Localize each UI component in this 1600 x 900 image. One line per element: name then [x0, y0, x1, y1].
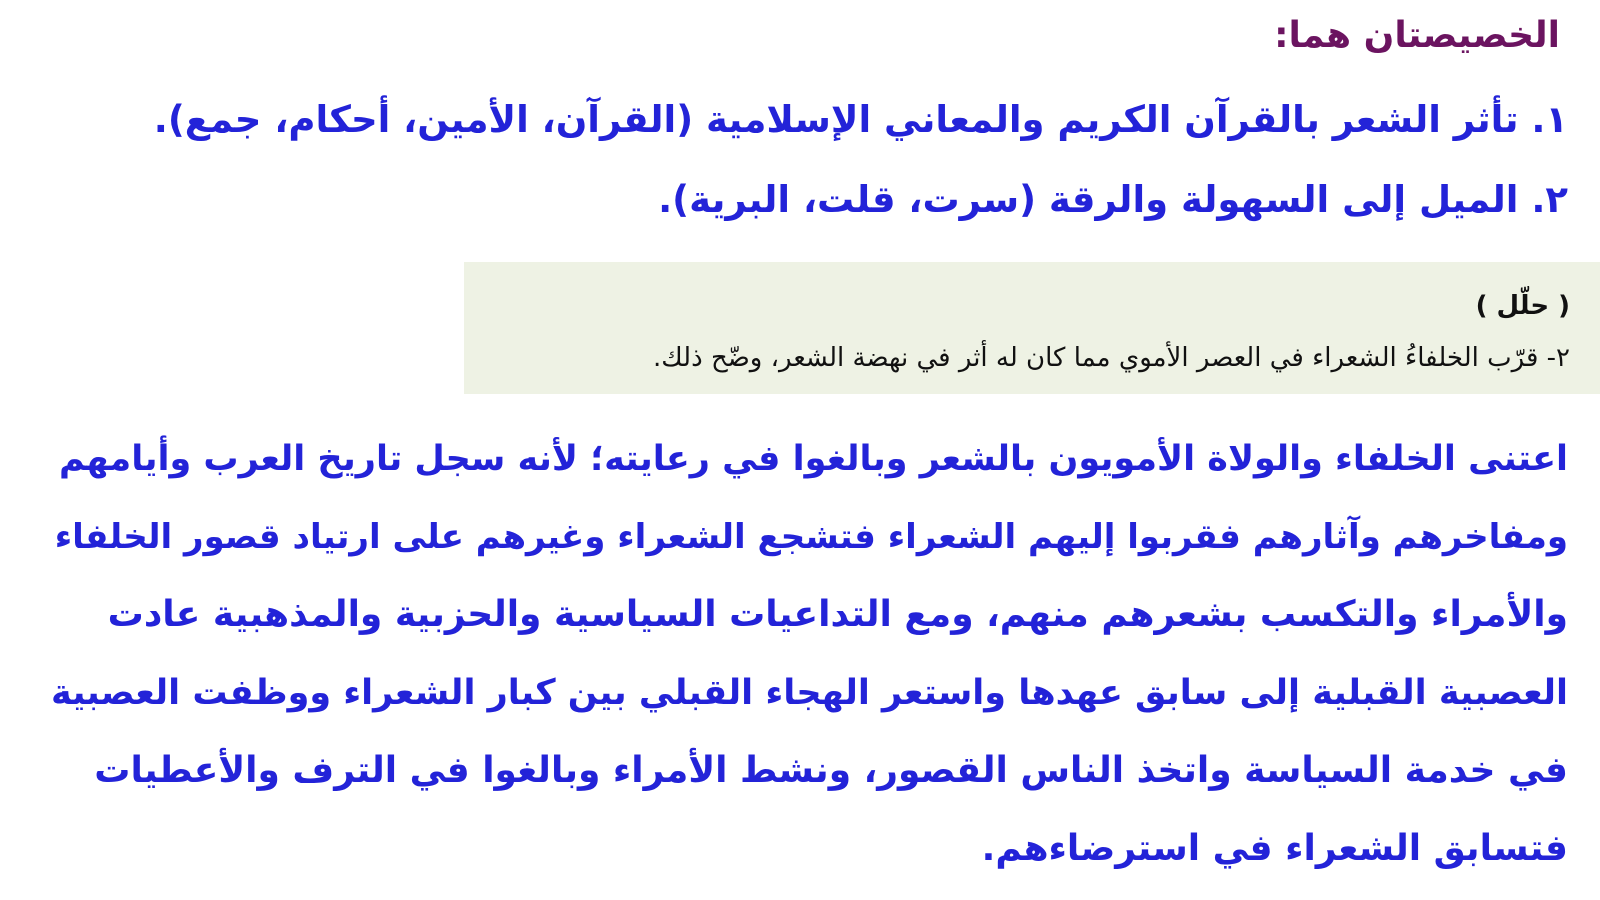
- answer-line: العصبية القبلية إلى سابق عهدها واستعر الهجاء القبلي بين كبار الشعراء ووظفت العصبية: [51, 673, 1568, 713]
- list-item: ٢. الميل إلى السهولة والرقة (سرت، قلت، البرية).: [658, 178, 1568, 221]
- question-label: ( حلّل ): [1475, 291, 1570, 321]
- list-item: ١. تأثر الشعر بالقرآن الكريم والمعاني الإسلامية (القرآن، الأمين، أحكام، جمع).: [153, 98, 1568, 141]
- answer-paragraph: [28, 420, 1568, 888]
- answer-line: والأمراء والتكسب بشعرهم منهم، ومع التداعيات السياسية والحزبية والمذهبية عادت: [107, 594, 1568, 635]
- section-heading: الخصيصتان هما:: [1274, 15, 1560, 56]
- answer-line: في خدمة السياسة واتخذ الناس القصور، ونشط الأمراء وبالغوا في الترف والأعطيات: [94, 750, 1568, 791]
- answer-line: فتسابق الشعراء في استرضاءهم.: [981, 828, 1568, 869]
- traits-list: [154, 80, 1568, 240]
- answer-line: ومفاخرهم وآثارهم فقربوا إليهم الشعراء فتشجع الشعراء وغيرهم على ارتياد قصور الخلفاء: [54, 517, 1568, 557]
- question-text: ٢- قرّب الخلفاءُ الشعراء في العصر الأموي مما كان له أثر في نهضة الشعر، وضّح ذلك.: [653, 343, 1570, 373]
- answer-line: اعتنى الخلفاء والولاة الأمويون بالشعر وبالغوا في رعايته؛ لأنه سجل تاريخ العرب وأيامهم: [58, 439, 1568, 479]
- question-box: [464, 262, 1600, 394]
